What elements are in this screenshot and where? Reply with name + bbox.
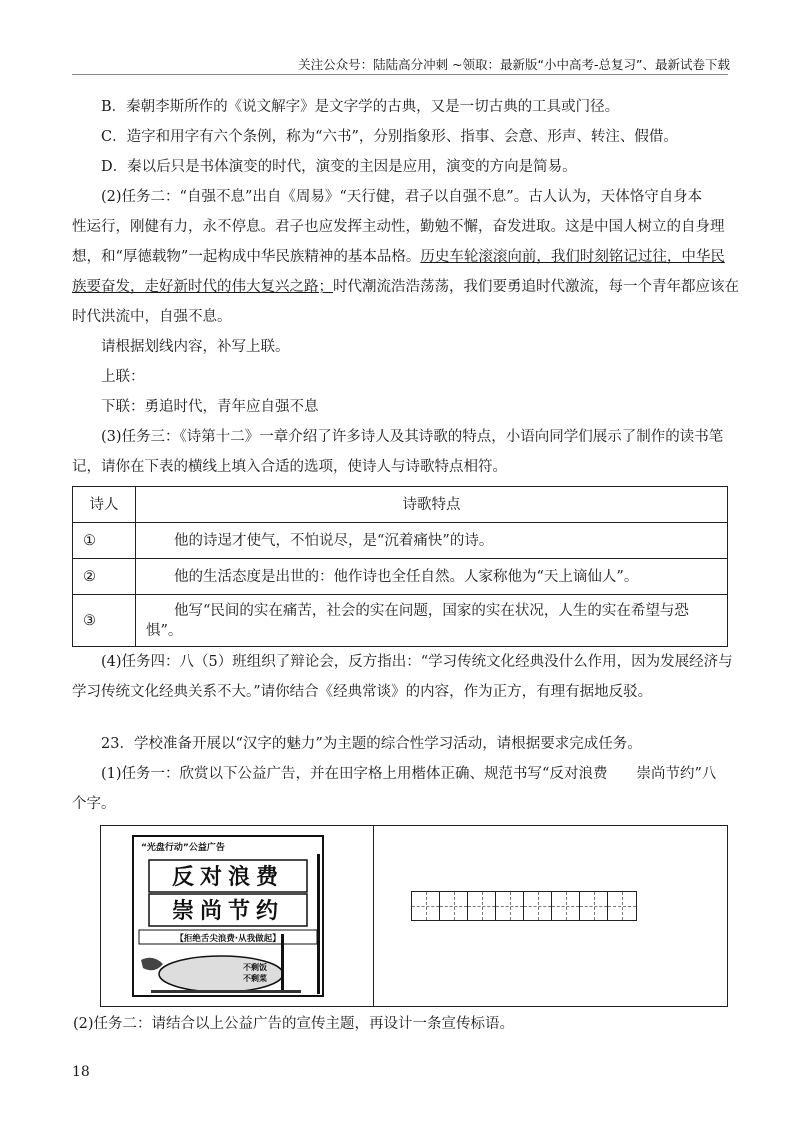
row-text: 他的生活态度是出世的：他作诗也全任自然。人家称他为“天上谪仙人”。 — [136, 559, 728, 595]
tianzige-cell[interactable] — [552, 892, 580, 920]
row-number: ③ — [73, 595, 136, 647]
task3-line2: 记，请你在下表的横线上填入合适的选项，使诗人与诗歌特点相符。 — [72, 459, 507, 475]
row-number: ① — [73, 523, 136, 559]
spacer — [72, 707, 728, 729]
task2-line3-text: 想，和“厚德载物”一起构成中华民族精神的基本品格。 — [72, 249, 421, 265]
ad-answer-box — [100, 825, 728, 1007]
task2-line2: 性运行，刚健有力，永不停息。君子也应发挥主动性，勤勉不懈，奋发进取。这是中国人树立的自身理 — [72, 219, 725, 235]
task2-ask: 请根据划线内容，补写上联。 — [101, 339, 290, 355]
tianzige-cell[interactable] — [608, 892, 636, 920]
page-number: 18 — [72, 1064, 90, 1080]
row-text-line2: 惧”。 — [146, 622, 183, 639]
header-rule — [72, 74, 728, 75]
header-feature: 诗歌特点 — [136, 487, 728, 523]
page-content — [72, 92, 739, 1039]
task2-line3 — [72, 242, 728, 272]
ad-poster-panel — [101, 826, 374, 1006]
option-d: D．秦以后只是书体演变的时代，演变的主因是应用，演变的方向是简易。 — [101, 159, 577, 175]
header-poet: 诗人 — [73, 487, 136, 523]
tianzige-cell[interactable] — [524, 892, 552, 920]
task2-line4-text: 时代潮流浩浩荡荡，我们要勇追时代激流，每一个青年都应该在 — [333, 279, 739, 295]
underlined-text: 历史车轮滚滚向前，我们时刻铭记过往，中华民 — [420, 249, 725, 265]
tianzige-grid[interactable] — [411, 891, 637, 921]
lower-couplet: 下联：勇追时代，青年应自强不息 — [101, 399, 319, 415]
tianzige-cell[interactable] — [468, 892, 496, 920]
q23-task1-line1: (1)任务一：欣赏以下公益广告，并在田字格上用楷体正确、规范书写“反对浪费 崇尚节约”八 — [101, 766, 717, 782]
task3-line1: (3)任务三：《诗第十二》一章介绍了许多诗人及其诗歌的特点，小语向同学们展示了制作的读书笔 — [101, 429, 724, 445]
table-row — [73, 523, 728, 559]
tianzige-cell[interactable] — [412, 892, 440, 920]
poster-plate1: 不剩饭 — [243, 963, 267, 972]
tianzige-cell[interactable] — [440, 892, 468, 920]
poster-line1: 反对浪费 — [171, 864, 285, 890]
table-row — [73, 595, 728, 647]
tianzige-cell[interactable] — [580, 892, 608, 920]
table-row — [73, 559, 728, 595]
row-number: ② — [73, 559, 136, 595]
poster-line2: 崇尚节约 — [171, 898, 285, 924]
task4-line2: 学习传统文化经典关系不大。”请你结合《经典常谈》的内容，作为正方，有理有据地反驳。 — [72, 684, 653, 700]
task2-line4 — [72, 272, 739, 302]
writing-panel — [374, 826, 727, 1006]
underlined-text: 族要奋发，走好新时代的伟大复兴之路； — [72, 279, 333, 295]
q23-task1-line2: 个字。 — [72, 796, 116, 812]
row-text — [136, 595, 728, 647]
q23-title: 23．学校准备开展以“汉字的魅力”为主题的综合性学习活动，请根据要求完成任务。 — [101, 736, 642, 752]
poster-plate2: 不剩菜 — [243, 974, 267, 983]
task4-line1: (4)任务四：八（5）班组织了辩论会，反方指出：“学习传统文化经典没什么作用，因为发展经济与 — [101, 654, 733, 670]
poster-top-tag: “光盘行动”公益广告 — [141, 843, 225, 853]
row-text: 他的诗逞才使气，不怕说尽，是“沉着痛快”的诗。 — [136, 523, 728, 559]
poster-banner: 【拒绝舌尖浪费·从我做起】 — [175, 934, 281, 944]
upper-couplet: 上联： — [101, 369, 145, 385]
task2-line1: (2)任务二：“自强不息”出自《周易》“天行健，君子以自强不息”。古人认为，天体恪守自身本 — [101, 189, 703, 205]
page-header: 关注公众号：陆陆高分冲刺 ~领取：最新版“小中高考-总复习”、最新试卷下载 — [298, 57, 730, 72]
option-c: C．造字和用字有六个条例，称为“六书”，分别指象形、指事、会意、形声、转注、假借。 — [101, 129, 678, 145]
tianzige-cell[interactable] — [496, 892, 524, 920]
poets-table — [72, 486, 728, 647]
ad-poster-image — [131, 834, 325, 998]
option-b: B．秦朝李斯所作的《说文解字》是文字学的古典，又是一切古典的工具或门径。 — [101, 99, 620, 115]
row-text-line1: 他写“民间的实在痛苦，社会的实在问题，国家的实在状况，人生的实在希望与恐 — [174, 602, 689, 619]
table-header-row — [73, 487, 728, 523]
q23-task2: (2)任务二：请结合以上公益广告的宣传主题，再设计一条宣传标语。 — [73, 1016, 515, 1032]
task2-line5: 时代洪流中，自强不息。 — [72, 309, 232, 325]
